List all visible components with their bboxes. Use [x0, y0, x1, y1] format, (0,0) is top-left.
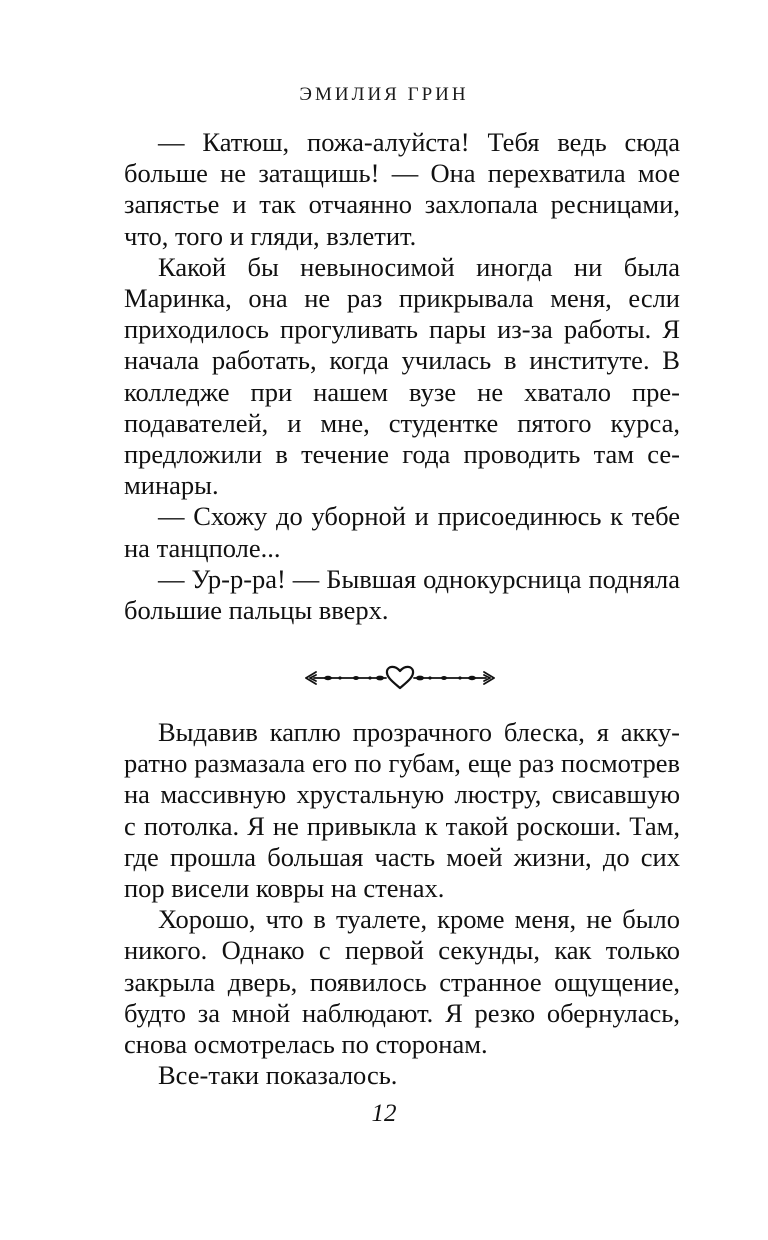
paragraph: Все-таки показалось.: [158, 1060, 398, 1091]
paragraph: Хорошо, что в туалете, кроме меня, не было никого. Однако с первой секунды, как только закрыла дверь, появилось странное ощущение, будто за мной наблюдают. Я резко обернулась, снова осмотрелась по сторонам.: [124, 904, 680, 1060]
text-section-2: [124, 717, 680, 1091]
page-number: 12: [371, 1100, 397, 1127]
paragraph: — Ур-р-ра! — Бывшая однокурсница подняла большие пальцы вверх.: [124, 563, 680, 626]
text-section-1: [124, 127, 680, 626]
paragraph: Выдавив каплю прозрачного блеска, я аккуратно размазала его по губам, еще раз посмотрев на массивную хрустальную люстру, свисавшую с потолка. Я не привыкла к такой роскоши. Там, где прошла большая часть моей жизни, до сих пор висели ковры на стенах.: [124, 717, 680, 904]
paragraph: — Схожу до уборной и присоединюсь к тебе на танцполе...: [124, 501, 680, 563]
paragraph: — Катюш, пожа-алуйста! Тебя ведь сюда больше не затащишь! — Она перехватила мое запястье и так отчаянно захлопала ресницами, что, того и гляди, взлетит.: [124, 127, 680, 251]
paragraph: Какой бы невыносимой иногда ни была Маринка, она не раз прикрывала меня, если приходилось прогуливать пары из-за работы. Я начала работать, когда училась в институте. В колледже при нашем вузе не хватало преподавателей, и мне, студентке пятого курса, предложили в течение года проводить там семинары.: [124, 251, 680, 501]
heart-ornament-icon: [300, 660, 500, 694]
running-head-author: ЭМИЛИЯ ГРИН: [299, 84, 469, 105]
